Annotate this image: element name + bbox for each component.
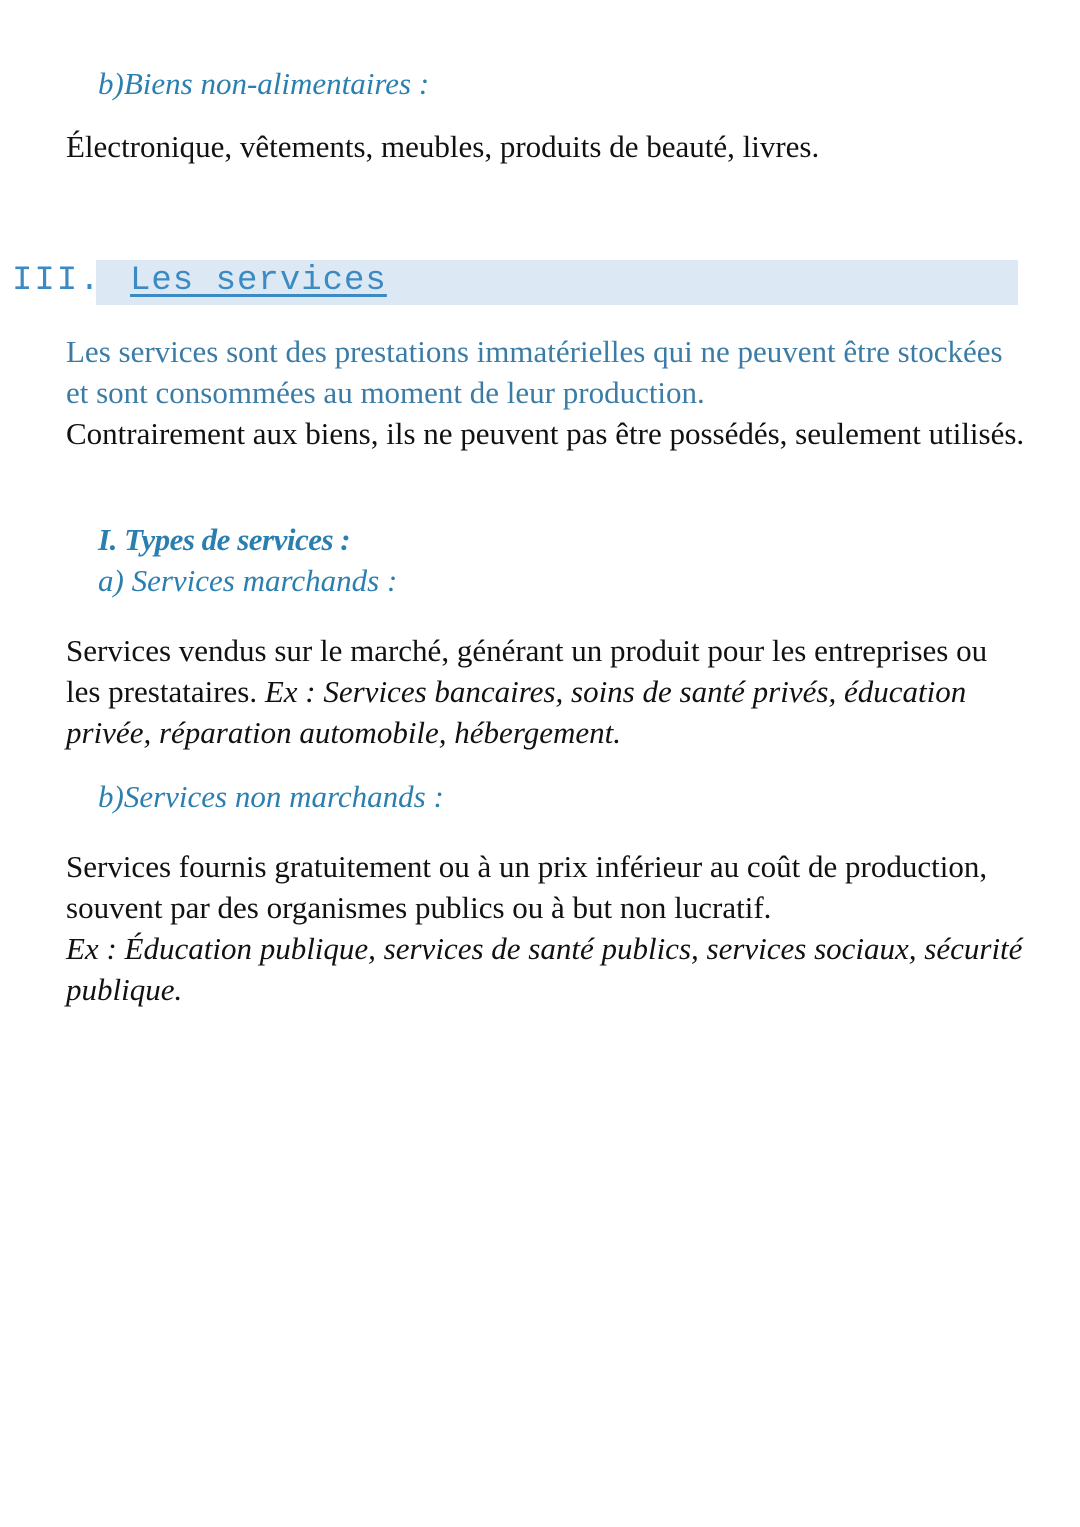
services-contrast: Contrairement aux biens, ils ne peuvent pas être possédés, seulement utilisés. — [66, 416, 1025, 451]
non-market-services-heading: b)Services non marchands : — [98, 779, 444, 814]
market-services-paragraph — [66, 630, 1026, 753]
market-services-text: Services vendus sur le marché, générant un produit pour les entreprises ou les prestataires. — [66, 633, 988, 709]
services-intro-paragraph — [66, 331, 1026, 454]
services-definition: Les services sont des prestations immatérielles qui ne peuvent être stockées et sont consommées au moment de leur production. — [66, 334, 1003, 410]
service-types-heading: I. Types de services : — [98, 522, 351, 557]
non-market-services-example: Ex : Éducation publique, services de santé publics, services sociaux, sécurité publique. — [66, 931, 1023, 1007]
non-food-goods-text: Électronique, vêtements, meubles, produits de beauté, livres. — [66, 129, 820, 164]
market-services-heading: a) Services marchands : — [98, 563, 398, 598]
section-number: III. — [12, 262, 102, 300]
non-market-services-paragraph — [66, 846, 1026, 1010]
section-title: Les services — [130, 262, 387, 300]
non-food-goods-heading: b)Biens non-alimentaires : — [98, 66, 430, 101]
market-services-example: Ex : Services bancaires, soins de santé privés, éducation privée, réparation automobile, hébergement. — [66, 674, 967, 750]
non-market-services-text: Services fournis gratuitement ou à un prix inférieur au coût de production, souvent par des organismes publics ou à but non lucratif. — [66, 849, 988, 925]
